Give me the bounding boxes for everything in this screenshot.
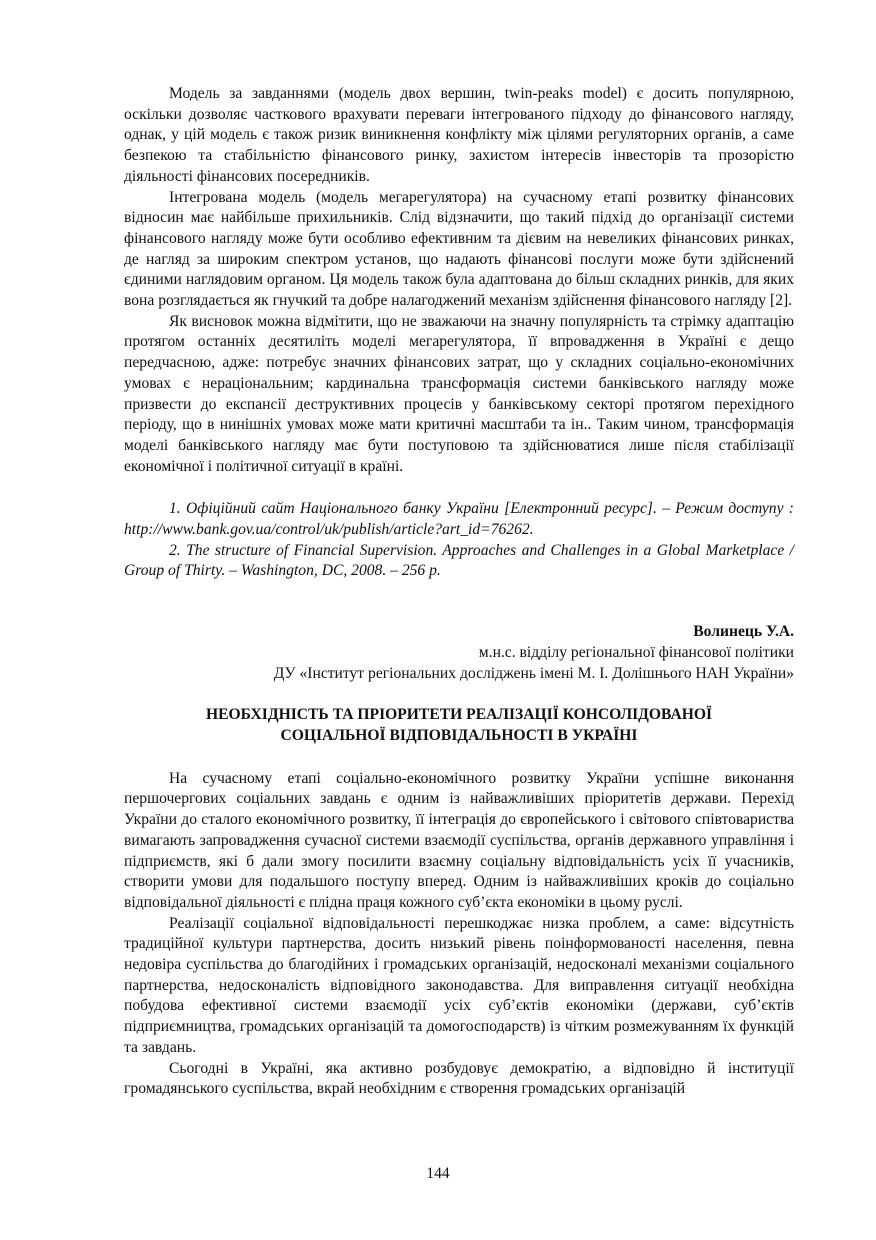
reference-item: 1. Офіційний сайт Національного банку України [Електронний ресурс]. – Режим доступу : http://www.bank.gov.ua/control/uk/publish/article?art_id=76262. [124,500,794,539]
body-paragraph: Сьогодні в Україні, яка активно розбудовує демократію, а відповідно й інституції громадянського суспільства, вкрай необхідним є створення громадських організацій [124,1059,794,1098]
document-page [124,84,794,1100]
references-list [124,499,794,582]
body-paragraph: Інтегрована модель (модель мегарегулятора) на сучасному етапі розвитку фінансових відносин має найбільше прихильників. Слід відзначити, що такий підхід до організації системи фінансового нагляду може бути особливо ефективним та дієвим на невеликих фінансових ринках, де нагляд за широким спектром установ, що надають фінансові послуги може бути здійснений єдиними наглядовим органом. Ця модель також була адаптована до більш складних ринків, для яких вона розглядається як гнучкий та добре налагоджений механізм здійснення фінансового нагляду [2]. [124,188,794,310]
reference-item: 2. The structure of Financial Supervision. Approaches and Challenges in a Global Marketplace / Group of Thirty. – Washington, DC, 2008. – 256 p. [124,541,794,580]
previous-article-body [124,84,794,477]
author-position: м.н.с. відділу регіональної фінансової політики [478,643,794,661]
article-title [124,705,794,746]
author-block [124,622,794,684]
article-body [124,769,794,1100]
body-paragraph: На сучасному етапі соціально-економічного розвитку України успішне виконання першочергових соціальних завдань є одним із найважливіших пріоритетів держави. Перехід України до сталого економічного розвитку, її інтеграція до європейського і світового співтовариства вимагають запровадження сучасної системи взаємодії суспільства, органів державного управління і підприємств, які б дали змогу посилити взаємну соціальну відповідальність усіх її учасників, створити умови для подальшого поступу вперед. Одним із найважливіших кроків до соціально відповідальної діяльності є плідна праця кожного суб’єкта економіки в цьому руслі. [124,769,794,911]
article-title-line: НЕОБХІДНІСТЬ ТА ПРІОРИТЕТИ РЕАЛІЗАЦІЇ КОНСОЛІДОВАНОЇ [205,706,713,724]
body-paragraph: Як висновок можна відмітити, що не зважаючи на значну популярність та стрімку адаптацію протягом останніх десятиліть моделі мегарегулятора, її впровадження в Україні є дещо передчасною, адже: потребує значних фінансових затрат, що у складних соціально-економічних умовах є нераціональним; кардинальна трансформація системи банківського нагляду може призвести до експансії деструктивних процесів у банківському секторі протягом перехідного періоду, що в нинішніх умовах може мати критичні масштаби та ін.. Таким чином, трансформація моделі банківського нагляду має бути поступовою та здійснюватися лише після стабілізації економічної і політичної ситуації в країні. [124,312,794,475]
page-number: 144 [426,1165,450,1182]
body-paragraph: Модель за завданнями (модель двох вершин, twin-peaks model) є досить популярною, оскільки дозволяє часткового врахувати переваги інтегрованого підходу до фінансового нагляду, однак, у цій модель є також ризик виникнення конфлікту між цілями регуляторних органів, а саме безпекою та стабільністю фінансового ринку, захистом інтересів інвесторів та прозорістю діяльності фінансових посередників. [124,85,794,185]
author-affiliation: ДУ «Інститут регіональних досліджень імені М. І. Долішнього НАН України» [273,664,794,682]
body-paragraph: Реалізації соціальної відповідальності перешкоджає низка проблем, а саме: відсутність традиційної культури партнерства, досить низький рівень поінформованості населення, певна недовіра суспільства до благодійних і громадських організацій, недосконалі механізми соціального партнерства, недосконалість відповідного законодавства. Для виправлення ситуації необхідна побудова ефективної системи взаємодії усіх суб’єктів економіки (держави, суб’єктів підприємництва, громадських організацій та домогосподарств) із чітким розмежуванням їх функцій та завдань. [124,914,794,1056]
author-name: Волинець У.А. [693,623,794,641]
article-title-line: СОЦІАЛЬНОЇ ВІДПОВІДАЛЬНОСТІ В УКРАЇНІ [280,726,638,744]
